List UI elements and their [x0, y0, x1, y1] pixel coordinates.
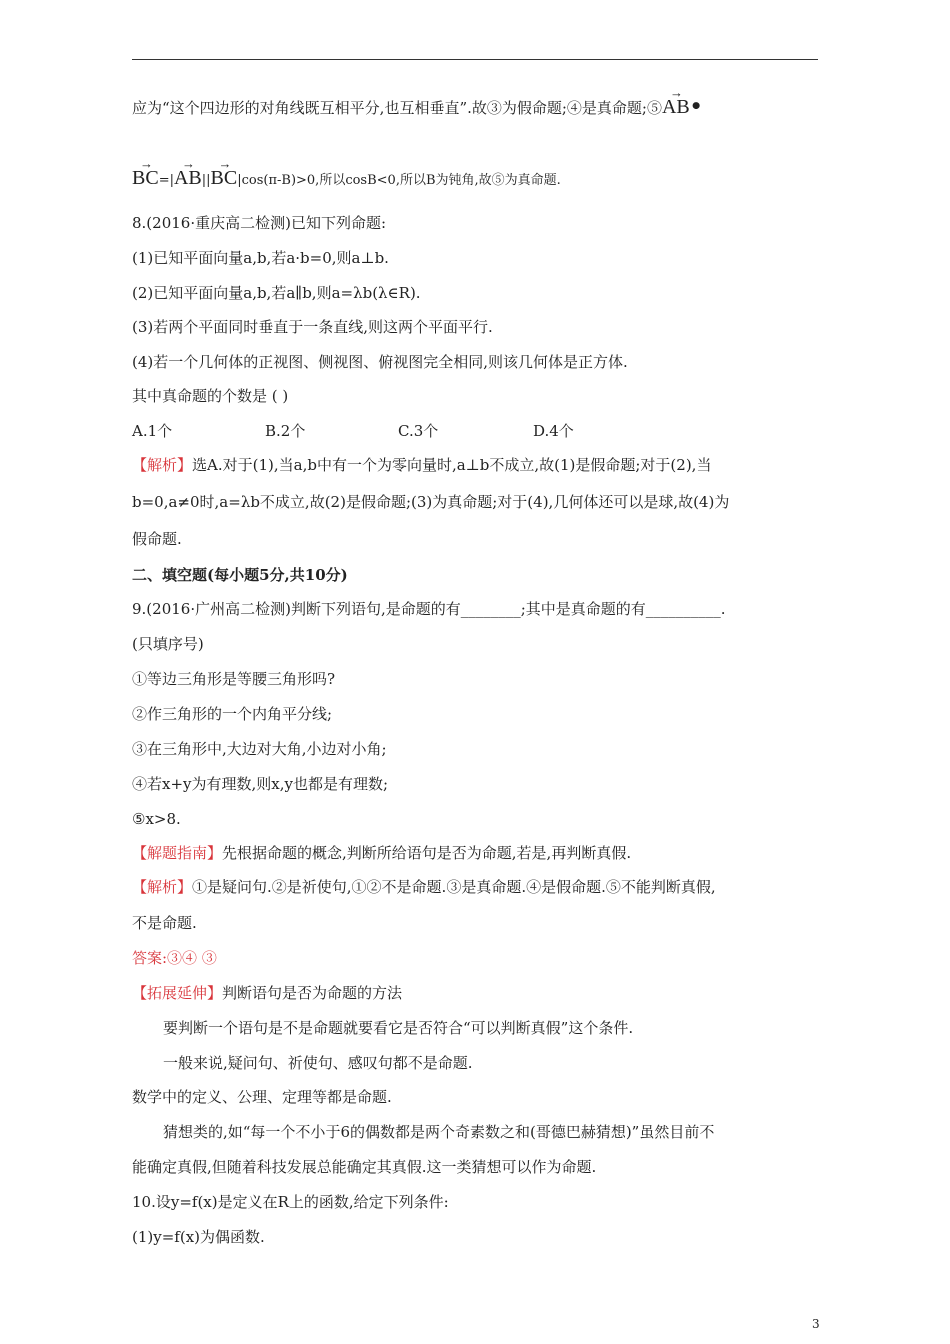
- q10-item-1: (1)y=f(x)为偶函数.: [132, 1228, 265, 1246]
- option-a: A.1个: [132, 422, 173, 440]
- text: 先根据命题的概念,判断所给语句是否为命题,若是,再判断真假.: [222, 844, 632, 862]
- vec-label: BC: [210, 167, 238, 189]
- text: 应为“这个四边形的对角线既互相平分,也互相垂直”.故③为假命题;④是真命题;⑤: [132, 99, 662, 117]
- line-2: [132, 156, 561, 191]
- analysis-tag: 【解析】: [132, 456, 193, 474]
- ext-para-4a: 猜想类的,如“每一个不小于6的偶数都是两个奇素数之和(哥德巴赫猜想)”虽然目前不: [163, 1123, 715, 1141]
- q8-analysis-1: [132, 455, 711, 475]
- text: 判断语句是否为命题的方法: [222, 984, 403, 1002]
- text: =|: [158, 173, 174, 188]
- extension-tag: 【拓展延伸】: [132, 984, 223, 1002]
- q9-item-2: ②作三角形的一个内角平分线;: [132, 705, 333, 723]
- ext-para-3: 数学中的定义、公理、定理等都是命题.: [132, 1088, 392, 1106]
- ext-para-2: 一般来说,疑问句、祈使句、感叹句都不是命题.: [163, 1054, 473, 1072]
- q8-item-1: (1)已知平面向量a,b,若a·b=0,则a⊥b.: [132, 249, 389, 267]
- arrow-icon: →: [669, 85, 683, 100]
- q9-answer: 答案:③④ ③: [132, 949, 217, 967]
- text: |: [237, 173, 242, 188]
- q10-title: 10.设y=f(x)是定义在R上的函数,给定下列条件:: [132, 1193, 449, 1211]
- q9-title: 9.(2016·广州高二检测)判断下列语句,是命题的有________;其中是真命题的有__________.: [132, 600, 726, 618]
- q8-ask: 其中真命题的个数是 ( ): [132, 387, 289, 405]
- vector-ab: [661, 85, 690, 118]
- extension: [132, 983, 402, 1003]
- analysis-tag: 【解析】: [132, 878, 193, 896]
- q8-item-2: (2)已知平面向量a,b,若a∥b,则a=λb(λ∈R).: [132, 284, 421, 302]
- page-number: 3: [812, 1317, 820, 1331]
- q9-item-3: ③在三角形中,大边对大角,小边对小角;: [132, 740, 387, 758]
- vec-label: AB: [173, 167, 202, 189]
- option-d: D.4个: [533, 422, 574, 440]
- q9-analysis-2: 不是命题.: [132, 914, 197, 932]
- q8-item-4: (4)若一个几何体的正视图、侧视图、俯视图完全相同,则该几何体是正方体.: [132, 353, 628, 371]
- guide-tag: 【解题指南】: [132, 844, 223, 862]
- q9-item-1: ①等边三角形是等腰三角形吗?: [132, 670, 336, 688]
- vector-bc: [132, 156, 159, 189]
- vec-label: BC: [132, 167, 159, 189]
- vec-label: AB: [661, 96, 690, 118]
- text: cos(π-B)>0,所以cosB<0,所以B为钝角,故⑤为真命题.: [241, 173, 561, 188]
- header-rule: [132, 59, 818, 60]
- arrow-icon: →: [140, 156, 153, 171]
- vector-bc: [210, 156, 238, 189]
- option-c: C.3个: [398, 422, 439, 440]
- q8-analysis-2: b=0,a≠0时,a=λb不成立,故(2)是假命题;(3)为真命题;对于(4),几何体还可以是球,故(4)为: [132, 493, 730, 511]
- section-2-title: 二、填空题(每小题5分,共10分): [132, 566, 348, 584]
- q9-guide: [132, 843, 631, 863]
- q9-note: (只填序号): [132, 635, 204, 653]
- q8-title: 8.(2016·重庆高二检测)已知下列命题:: [132, 214, 387, 232]
- text: ||: [201, 173, 211, 188]
- ext-para-4b: 能确定真假,但随着科技发展总能确定其真假.这一类猜想可以作为命题.: [132, 1158, 597, 1176]
- dot: •: [689, 94, 703, 118]
- line-1: [132, 85, 703, 118]
- q9-item-4: ④若x+y为有理数,则x,y也都是有理数;: [132, 775, 389, 793]
- q8-item-3: (3)若两个平面同时垂直于一条直线,则这两个平面平行.: [132, 318, 493, 336]
- q9-item-5: ⑤x>8.: [132, 810, 181, 828]
- q8-analysis-3: 假命题.: [132, 530, 182, 548]
- option-b: B.2个: [265, 422, 306, 440]
- text: 选A.对于(1),当a,b中有一个为零向量时,a⊥b不成立,故(1)是假命题;对于(2),当: [192, 456, 712, 474]
- arrow-icon: →: [181, 156, 195, 171]
- arrow-icon: →: [218, 156, 232, 171]
- q9-analysis-1: [132, 877, 716, 897]
- ext-para-1: 要判断一个语句是不是命题就要看它是否符合“可以判断真假”这个条件.: [163, 1019, 634, 1037]
- vector-ab: [173, 156, 202, 189]
- text: ①是疑问句.②是祈使句,①②不是命题.③是真命题.④是假命题.⑤不能判断真假,: [192, 878, 716, 896]
